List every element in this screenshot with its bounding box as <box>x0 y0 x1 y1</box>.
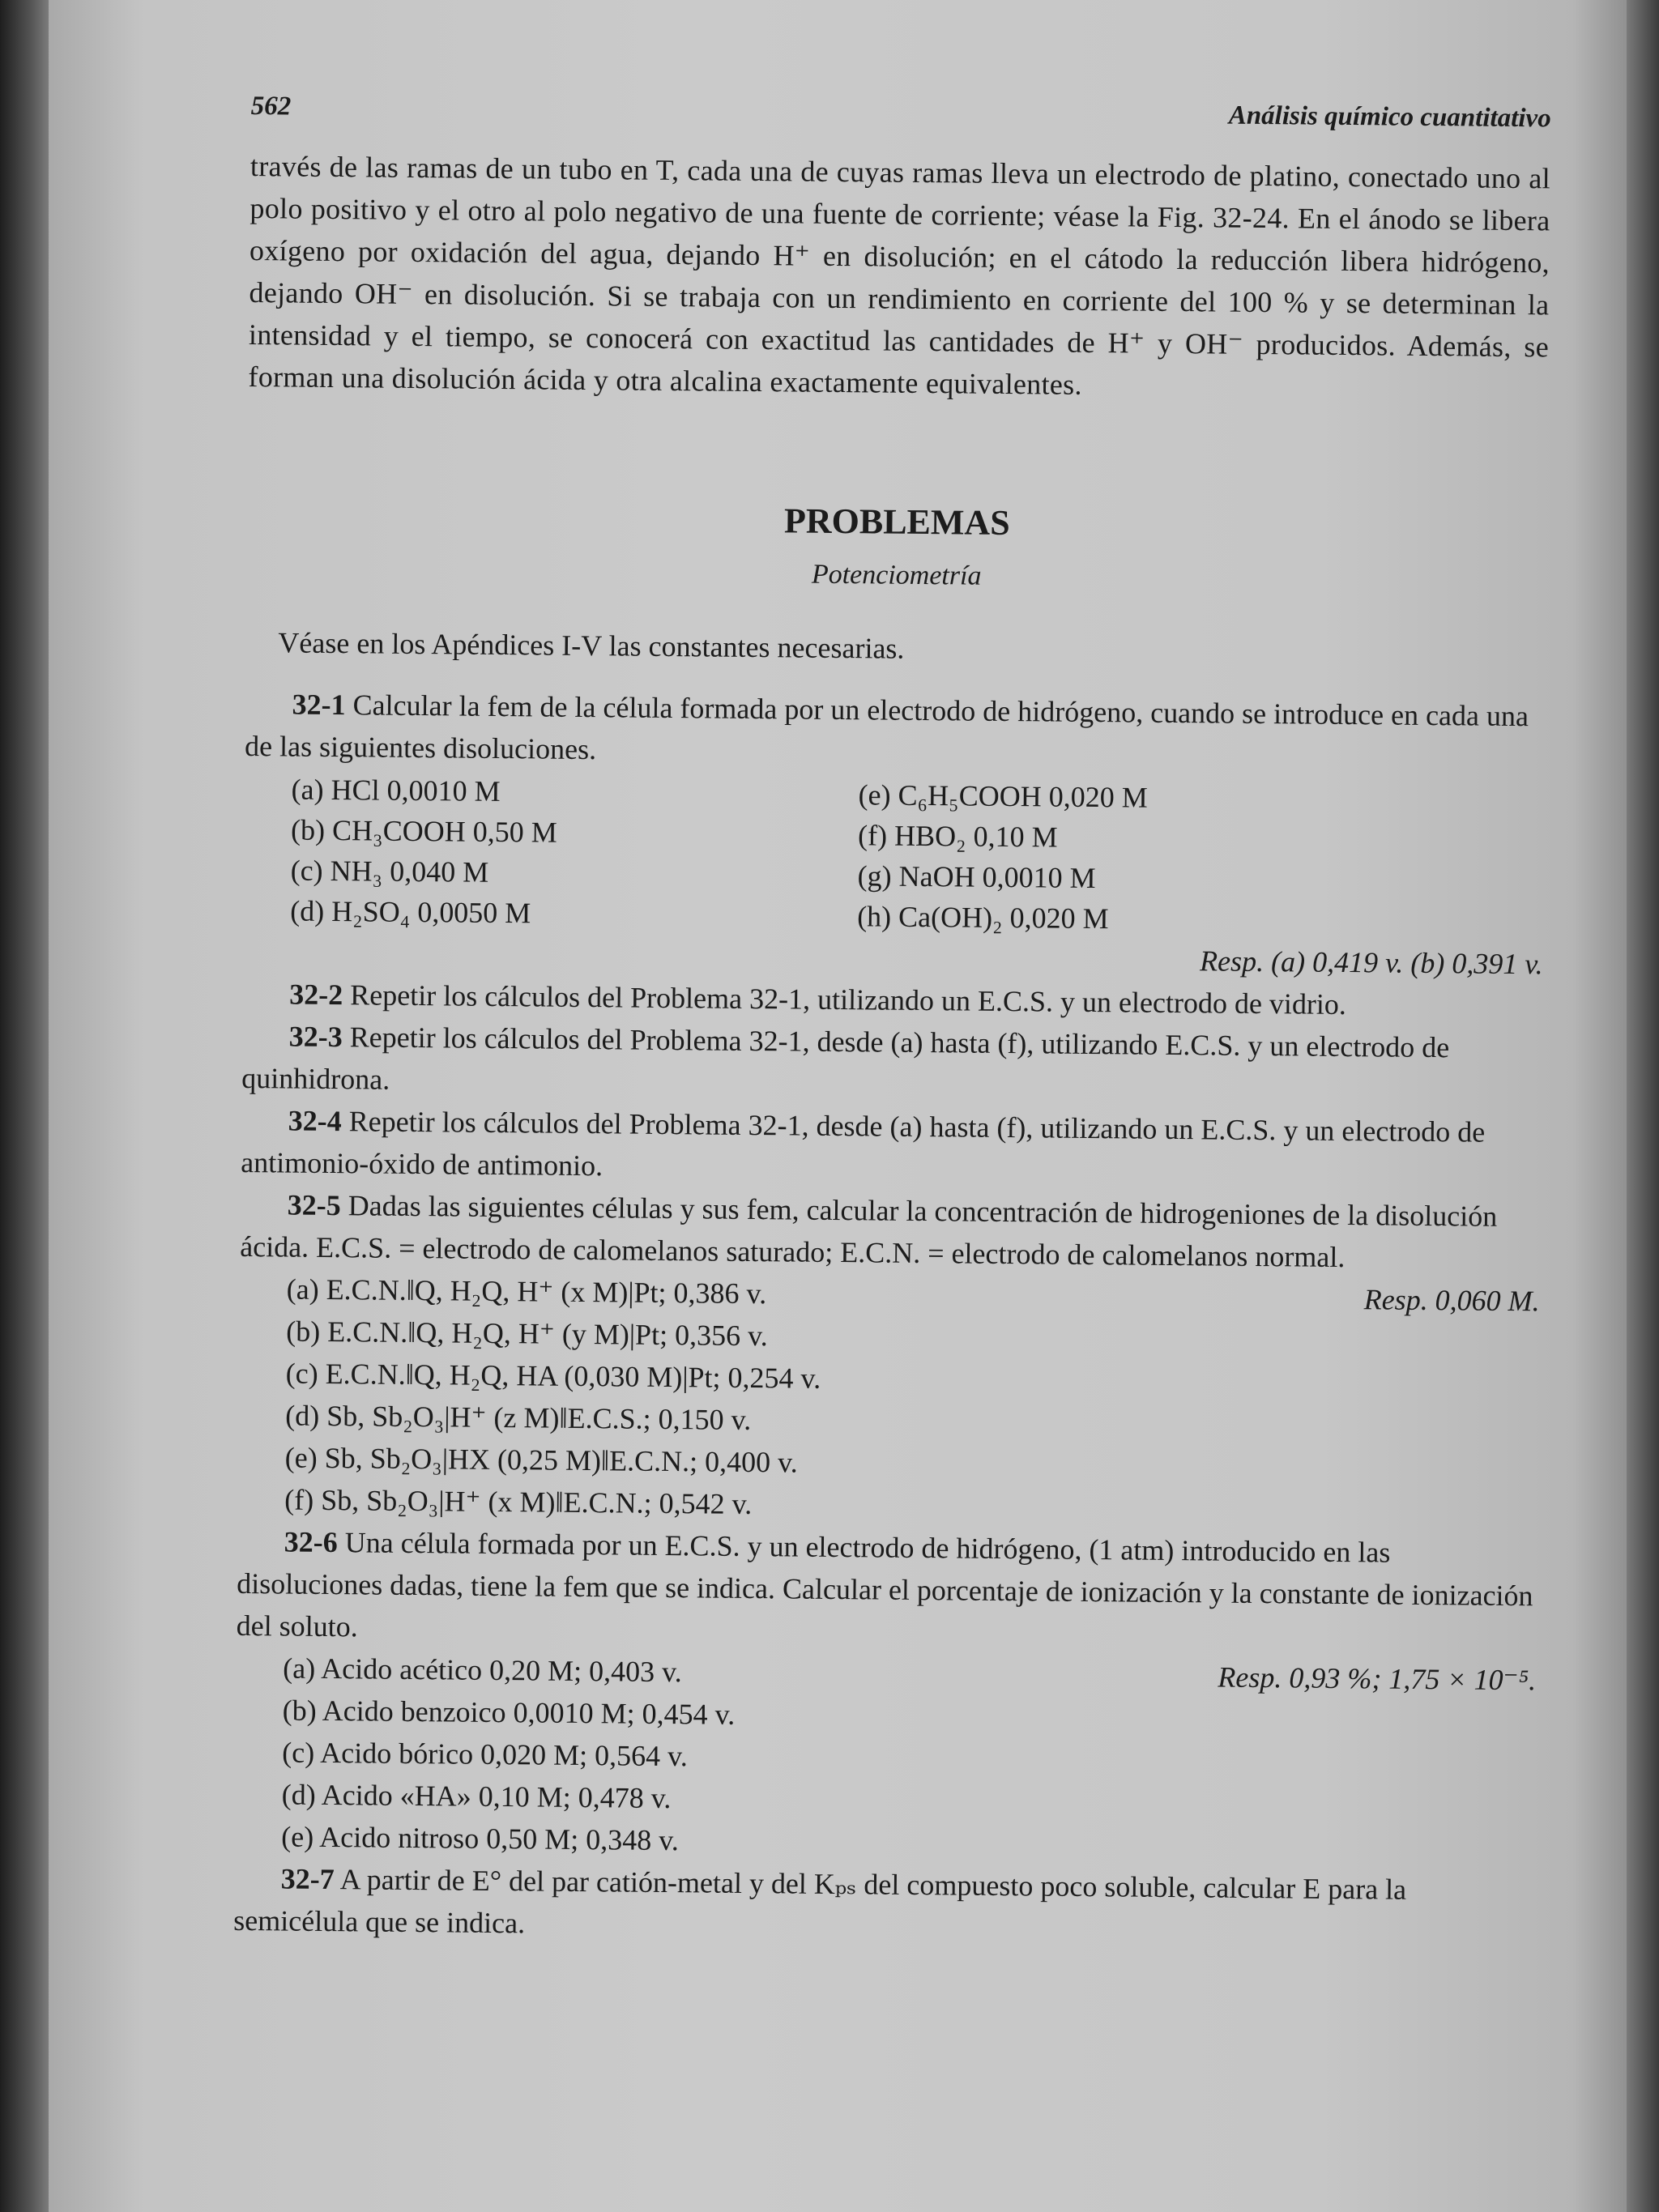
problem-text: Dadas las siguientes células y sus fem, calcular la concentración de hidrogeniones de la disolución ácida. E.C.S. = electrodo de calomelanos saturado; E.C.N. = electrodo de calomelanos normal. <box>240 1189 1498 1274</box>
list-item: (a) HCl 0,0010 M <box>291 773 501 808</box>
answer: Resp. 0,060 M. <box>1363 1283 1540 1318</box>
list-item: (g) NaOH 0,0010 M <box>857 859 1096 895</box>
problem-text: Repetir los cálculos del Problema 32-1, desde (a) hasta (f), utilizando un E.C.S. y un electrodo de antimonio-óxido de antimonio. <box>241 1105 1486 1183</box>
list-item: (f) HBO₂ 0,10 M <box>857 819 1058 854</box>
answer: Resp. (a) 0,419 v. (b) 0,391 v. <box>1199 944 1543 981</box>
problem-number: 32-5 <box>287 1188 341 1222</box>
list-item: (d) Acido «HA» 0,10 M; 0,478 v. <box>281 1778 672 1815</box>
problem-number: 32-4 <box>288 1104 342 1138</box>
list-item: (a) Acido acético 0,20 M; 0,403 v. <box>283 1652 682 1689</box>
section-subtitle: Potenciometría <box>811 559 982 591</box>
answer: Resp. 0,93 %; 1,75 × 10⁻⁵. <box>1218 1660 1537 1697</box>
page-content <box>233 85 1551 1954</box>
list-item: (a) E.C.N.‖Q, H₂Q, H⁺ (x M)|Pt; 0,386 v. <box>286 1272 767 1311</box>
problem-number: 32-7 <box>280 1862 335 1896</box>
cell-list <box>237 1268 1540 1532</box>
running-title: Análisis químico cuantitativo <box>1228 100 1551 134</box>
list-item: (c) NH₃ 0,040 M <box>290 854 489 889</box>
problem-32-3 <box>241 1015 1542 1111</box>
intro-text: través de las ramas de un tubo en T, cada una de cuyas ramas lleva un electrodo de platino, conectado uno al polo positivo y el otro al polo negativo de una fuente de corriente; véase la Fig. 32-24. En el ánodo se libera oxígeno por oxidación del agua, dejando H⁺ en disolución; en el cátodo la reducción libera hidrógeno, dejando OH⁻ en disolución. Si se trabaja con un rendimiento en corriente del 100 % y se determinan la intensidad y el tiempo, se conocerá con exactitud las cantidades de H⁺ y OH⁻ producidos. Además, se forman una disolución ácida y otra alcalina exactamente equivalentes. <box>248 149 1551 401</box>
problem-32-1 <box>242 683 1545 985</box>
problem-32-4 <box>241 1099 1542 1196</box>
problem-number: 32-2 <box>289 978 343 1012</box>
list-item: (f) Sb, Sb₂O₃|H⁺ (x M)‖E.C.N.; 0,542 v. <box>284 1483 753 1521</box>
list-item: (e) C₆H₅COOH 0,020 M <box>858 778 1148 814</box>
list-item: (c) Acido bórico 0,020 M; 0,564 v. <box>282 1736 689 1773</box>
problem-text: Calcular la fem de la célula formada por un electrodo de hidrógeno, cuando se introduce en cada una de las siguientes disoluciones. <box>244 688 1529 766</box>
problem-32-5 <box>237 1183 1541 1532</box>
problem-number: 32-3 <box>288 1020 343 1054</box>
page-edge <box>1627 0 1659 2212</box>
problem-number: 32-1 <box>292 688 346 722</box>
section-title: PROBLEMAS <box>783 501 1010 543</box>
solution-list <box>243 769 1545 943</box>
list-item: (e) Sb, Sb₂O₃|HX (0,25 M)‖E.C.N.; 0,400 v. <box>284 1441 798 1479</box>
list-item: (d) H₂SO₄ 0,0050 M <box>290 894 531 930</box>
list-item: (c) E.C.N.‖Q, H₂Q, HA (0,030 M)|Pt; 0,254 v. <box>285 1357 821 1395</box>
problem-32-6 <box>234 1520 1537 1869</box>
problem-number: 32-6 <box>284 1525 338 1559</box>
solution-column-left <box>290 769 859 937</box>
problem-text: Repetir los cálculos del Problema 32-1, desde (a) hasta (f), utilizando E.C.S. y un electrodo de quinhidrona. <box>241 1021 1450 1096</box>
problem-text: Una célula formada por un E.C.S. y un electrodo de hidrógeno, (1 atm) introducido en las disoluciones dadas, tiene la fem que se indica. Calcular el porcentaje de ionización y la constante de ionización del soluto. <box>236 1526 1533 1643</box>
list-item: (b) CH₃COOH 0,50 M <box>290 813 557 849</box>
list-item: (e) Acido nitroso 0,50 M; 0,348 v. <box>281 1820 680 1857</box>
intro-paragraph <box>248 145 1550 410</box>
list-item: (b) Acido benzoico 0,0010 M; 0,454 v. <box>282 1694 736 1731</box>
list-item: (b) E.C.N.‖Q, H₂Q, H⁺ (y M)|Pt; 0,356 v. <box>286 1315 768 1353</box>
solution-list <box>234 1647 1536 1869</box>
problem-text: Repetir los cálculos del Problema 32-1, utilizando un E.C.S. y un electrodo de vidrio. <box>350 978 1347 1021</box>
list-item: (h) Ca(OH)₂ 0,020 M <box>856 900 1109 936</box>
constants-note: Véase en los Apéndices I-V las constantes necesarias. <box>278 626 905 665</box>
page-number: 562 <box>250 91 292 121</box>
problem-32-7 <box>233 1857 1534 1954</box>
list-item: (d) Sb, Sb₂O₃|H⁺ (z M)‖E.C.S.; 0,150 v. <box>285 1399 752 1437</box>
solution-column-right <box>857 774 1426 942</box>
problem-text: A partir de E° del par catión-metal y del Kₚₛ del compuesto poco soluble, calcular E para la semicélula que se indica. <box>233 1863 1407 1940</box>
